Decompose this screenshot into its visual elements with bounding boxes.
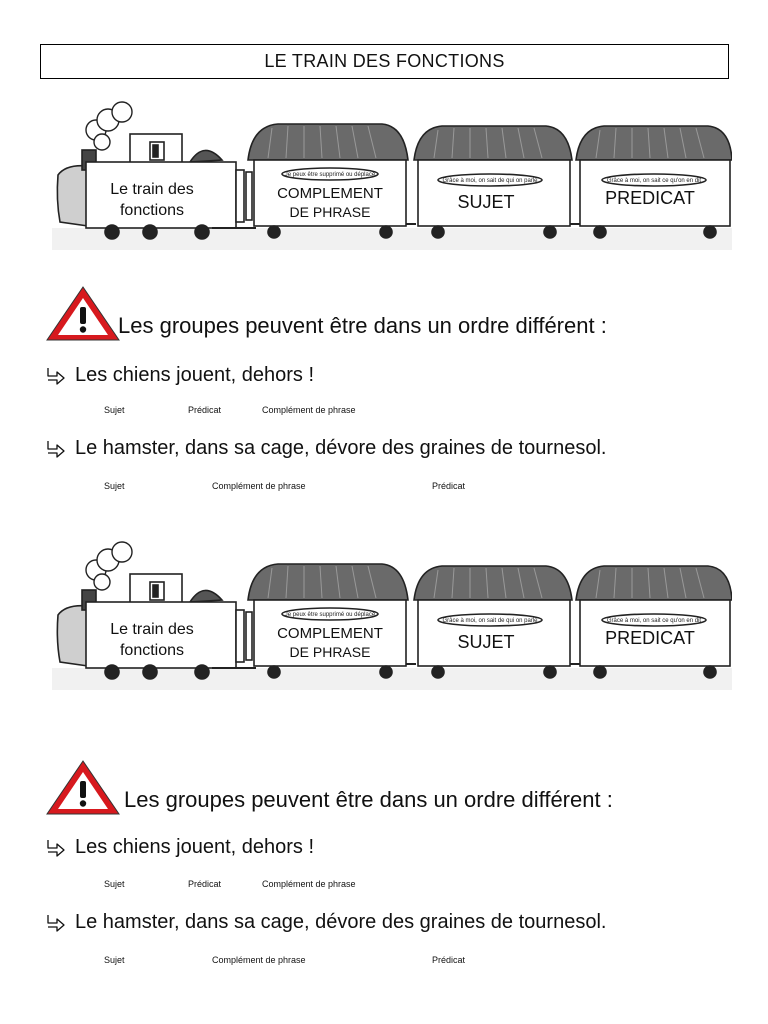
train-illustration xyxy=(52,540,732,690)
locomotive-label-line1: Le train des xyxy=(110,621,194,638)
sentence-text: Le hamster, dans sa cage, dévore des graines de tournesol. xyxy=(75,437,607,459)
example-sentence xyxy=(46,364,314,387)
function-label: Sujet xyxy=(104,481,125,491)
wagon-label-line2: DE PHRASE xyxy=(289,644,371,660)
hollow-arrow-icon xyxy=(46,913,66,933)
wagon-label-line1: COMPLEMENT xyxy=(277,625,383,642)
wagon-label-line1: PREDICAT xyxy=(605,628,695,648)
wagon-label-line2: DE PHRASE xyxy=(289,204,371,220)
train-illustration xyxy=(52,100,732,250)
function-label: Prédicat xyxy=(188,879,222,889)
hollow-arrow-icon xyxy=(46,439,66,459)
warning-text: Les groupes peuvent être dans un ordre différent : xyxy=(124,787,613,812)
function-label: Complément de phrase xyxy=(262,405,356,415)
function-label: Prédicat xyxy=(432,481,466,491)
hollow-arrow-icon xyxy=(46,366,66,386)
sentence-text: Les chiens jouent, dehors ! xyxy=(75,364,315,386)
page-title: LE TRAIN DES FONCTIONS xyxy=(40,44,729,79)
locomotive-label-line2: fonctions xyxy=(119,642,185,659)
smoke-cloud xyxy=(86,542,132,590)
example-sentence xyxy=(46,911,606,934)
sentence-text: Les chiens jouent, dehors ! xyxy=(75,836,315,858)
warning-text: Les groupes peuvent être dans un ordre différent : xyxy=(118,313,607,338)
example-sentence xyxy=(46,836,314,859)
function-label: Prédicat xyxy=(432,955,466,965)
wagon-bubble: Grâce à moi, on sait de qui on parle xyxy=(442,618,538,624)
wagon-label-line1: SUJET xyxy=(457,192,515,212)
function-label: Complément de phrase xyxy=(212,481,306,491)
warning-triangle-icon xyxy=(44,284,122,344)
sentence-text: Le hamster, dans sa cage, dévore des graines de tournesol. xyxy=(75,911,607,933)
function-label: Sujet xyxy=(104,879,125,889)
wagon-bubble: Je peux être supprimé ou déplacé xyxy=(284,612,376,618)
wagon-complement xyxy=(248,564,408,678)
wagon-label-line1: SUJET xyxy=(457,632,515,652)
wagon-bubble: Grâce à moi, on sait ce qu'on en dit xyxy=(606,618,702,624)
example-sentence xyxy=(46,437,606,460)
wagon-bubble: Grâce à moi, on sait ce qu'on en dit xyxy=(606,178,702,184)
function-label: Prédicat xyxy=(188,405,222,415)
function-label: Complément de phrase xyxy=(212,955,306,965)
function-label: Sujet xyxy=(104,955,125,965)
wagon-label-line1: PREDICAT xyxy=(605,188,695,208)
locomotive-label-line1: Le train des xyxy=(110,181,194,198)
function-label: Sujet xyxy=(104,405,125,415)
warning-triangle-icon xyxy=(44,758,122,818)
function-label: Complément de phrase xyxy=(262,879,356,889)
smoke-cloud xyxy=(86,102,132,150)
locomotive-label-line2: fonctions xyxy=(119,202,185,219)
wagon-bubble: Grâce à moi, on sait de qui on parle xyxy=(442,178,538,184)
hollow-arrow-icon xyxy=(46,838,66,858)
wagon-complement xyxy=(248,124,408,238)
wagon-bubble: Je peux être supprimé ou déplacé xyxy=(284,172,376,178)
wagon-label-line1: COMPLEMENT xyxy=(277,185,383,202)
